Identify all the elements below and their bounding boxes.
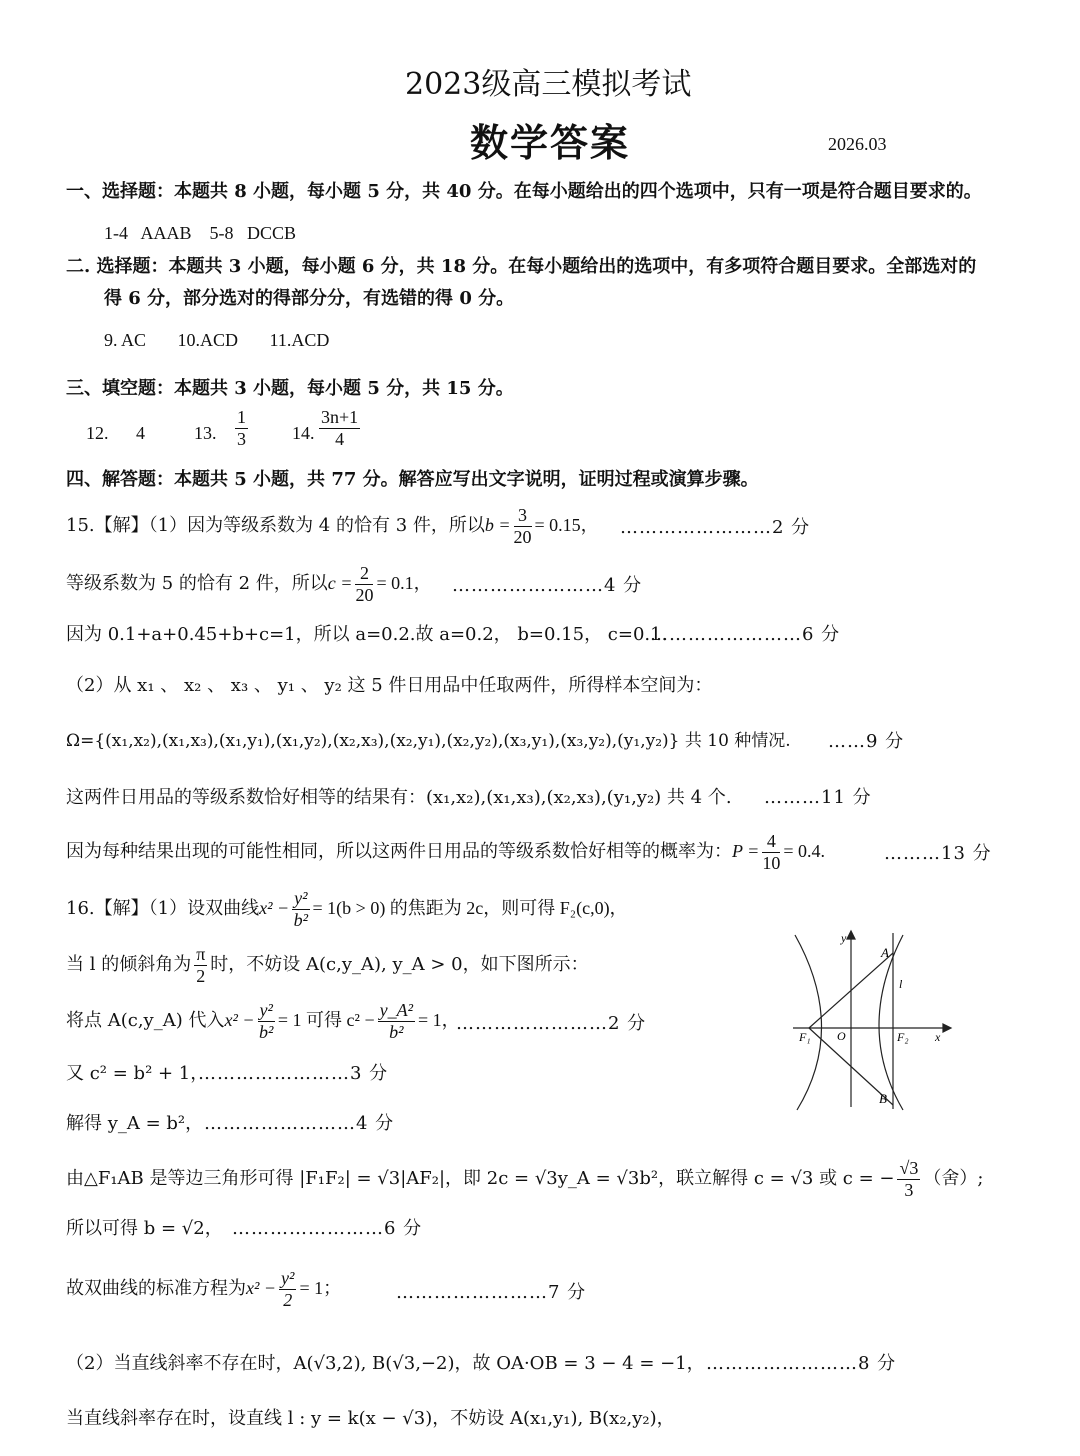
q15-fraction-c: $\frac{2}{20}$ <box>355 563 374 605</box>
q13-answer <box>232 407 251 449</box>
exam-date: 2026.03 <box>828 134 887 154</box>
q16-line7: 所以可得 b = √2， <box>66 1218 223 1239</box>
q16-line2: 当 l 的倾斜角为 $\frac{\pi}{2}$ 时，不妨设 A(c,y_A), y_A > 0，如下图所示： <box>66 944 589 986</box>
q16-fraction-hyperbola: $\frac{\text{y²}}{\text{b²}}$ <box>293 888 309 930</box>
section-1-heading: 一、选择题：本题共 8 小题，每小题 5 分，共 40 分。在每小题给出的四个选项中，只有一项是符合题目要求的。 <box>66 181 982 202</box>
q12-label: 12. <box>86 423 109 443</box>
q15-score-11: ………11 分 <box>764 787 872 808</box>
q16-score-2: ……………………2 分 <box>456 1013 647 1034</box>
q14-label: 14. <box>292 423 315 443</box>
fig-label-y: y <box>841 931 847 945</box>
x-axis-arrow <box>943 1024 951 1032</box>
q15-line3: 因为 0.1+a+0.45+b+c=1，所以 a=0.2.故 a=0.2， b=0.15， c=0.1. <box>66 624 668 645</box>
q16-line10: 当直线斜率存在时，设直线 l : y = k(x − √3)，不妨设 A(x₁,y₁), B(x₂,y₂)， <box>66 1408 675 1429</box>
q16-score-3: ……………………3 分 <box>198 1063 389 1084</box>
q13-label: 13. <box>194 423 217 443</box>
fig-label-x: x <box>935 1030 941 1044</box>
q12-answer: 4 <box>136 423 145 443</box>
q15-line7: 因为每种结果出现的可能性相同，所以这两件日用品的等级系数恰好相等的概率为：P = $\frac{4}{10}$ = 0.4. <box>66 831 825 873</box>
q16-line8: 故双曲线的标准方程为x² − $\frac{\text{y²}}{2}$ = 1； <box>66 1268 342 1310</box>
q16-line4: 又 c² = b² + 1， <box>66 1063 209 1084</box>
q16-score-8: ……………………8 分 <box>706 1353 897 1374</box>
q14-fraction: $\frac{3n+1}{4}$ <box>321 407 359 449</box>
q15-line2: 等级系数为 5 的恰有 2 件，所以c = $\frac{2}{20}$ = 0.1， <box>66 563 432 605</box>
q15-score-4: ……………………4 分 <box>452 575 643 596</box>
q16-fraction-standard: $\frac{\text{y²}}{2}$ <box>281 1268 295 1310</box>
q16-fraction-sub2: $\frac{\text{y\_A²}}{\text{b²}}$ <box>379 1000 413 1042</box>
q15-score-9: ……9 分 <box>828 731 905 752</box>
q16-score-4: ……………………4 分 <box>204 1113 395 1134</box>
exam-title: 2023级高三模拟考试 <box>405 67 692 102</box>
section-4-heading: 四、解答题：本题共 5 小题，共 77 分。解答应写出文字说明，证明过程或演算步骤。 <box>66 469 759 490</box>
q16-score-6: ……………………6 分 <box>232 1218 423 1239</box>
fig-label-l: l <box>899 977 903 991</box>
q16-line3: 将点 A(c,y_A) 代入x² − $\frac{\text{y²}}{\text{b²}}$ = 1 可得 c² − $\frac{\text{y\_A²}}{\text{b²}}$ = 1， <box>66 1000 460 1042</box>
answer-title: 数学答案 <box>470 120 631 165</box>
q16-line6: 由△F₁AB 是等边三角形可得 |F₁F₂| = √3|AF₂|，即 2c = √3y_A = √3b²，联立解得 c = √3 或 c = − $\frac{√3}{3}$ （舍）; <box>66 1158 984 1200</box>
q15-sample-space: Ω={(x₁,x₂),(x₁,x₃),(x₁,y₁),(x₁,y₂),(x₂,x₃),(x₂,y₁),(x₂,y₂),(x₃,y₁),(x₃,y₂),(y₁,y₂)} 共 10 种情况. <box>66 731 791 751</box>
q16-fraction-sub1: $\frac{\text{y²}}{\text{b²}}$ <box>259 1000 274 1042</box>
q15-score-13: ………13 分 <box>884 843 992 864</box>
fig-label-A: A <box>881 945 889 960</box>
q16-line1: 16.【解】（1）设双曲线x² − $\frac{\text{y²}}{\text{b²}}$ = 1(b > 0) 的焦距为 2c，则可得 F₂(c,0)， <box>66 888 628 930</box>
section-1-answers: 1-4 AAAB 5-8 DCCB <box>104 223 297 243</box>
hyperbola-figure <box>775 925 955 1115</box>
fig-label-F1: F₁ <box>799 1030 811 1044</box>
section-2-heading-line1: 二. 选择题：本题共 3 小题，每小题 6 分，共 18 分。在每小题给出的选项中，有多项符合题目要求。全部选对的 <box>66 256 977 277</box>
fig-label-F2: F₂ <box>897 1030 909 1044</box>
q16-score-7: ……………………7 分 <box>396 1282 587 1303</box>
q15-score-2: ……………………2 分 <box>620 517 811 538</box>
hyperbola-left-branch <box>795 935 822 1110</box>
hyperbola-right-branch <box>879 935 903 1110</box>
q16-line9: （2）当直线斜率不存在时，A(√3,2), B(√3,−2)，故 OA·OB = 3 − 4 = −1， <box>66 1353 705 1374</box>
q15-fraction-b: $\frac{3}{20}$ <box>513 505 532 547</box>
q15-fraction-p: $\frac{4}{10}$ <box>762 831 781 873</box>
q15-line6: 这两件日用品的等级系数恰好相等的结果有：(x₁,x₂),(x₁,x₃),(x₂,x₃),(y₁,y₂) 共 4 个. <box>66 787 732 808</box>
fig-label-O: O <box>837 1029 846 1043</box>
q13-fraction: $\frac{1}{3}$ <box>237 407 246 449</box>
q16-fraction-neg-root3: $\frac{√3}{3}$ <box>899 1158 919 1200</box>
section-3-heading: 三、填空题：本题共 3 小题，每小题 5 分，共 15 分。 <box>66 378 514 399</box>
fig-label-B: B <box>879 1091 887 1106</box>
q15-line4: （2）从 x₁ 、 x₂ 、 x₃ 、 y₁ 、 y₂ 这 5 件日用品中任取两件，所得样本空间为： <box>66 675 713 696</box>
q16-line5: 解得 y_A = b²， <box>66 1113 204 1134</box>
section-2-answers: 9. AC 10.ACD 11.ACD <box>104 330 330 350</box>
q14-answer <box>316 407 363 449</box>
section-2-heading-line2: 得 6 分，部分选对的得部分分，有选错的得 0 分。 <box>104 288 515 309</box>
q15-line1: 15.【解】（1）因为等级系数为 4 的恰有 3 件，所以b = $\frac{3}{20}$ = 0.15， <box>66 505 599 547</box>
q15-score-6: ……………………6 分 <box>650 624 841 645</box>
q16-fraction-pi: $\frac{\pi}{2}$ <box>196 944 206 986</box>
y-axis-arrow <box>847 931 855 939</box>
